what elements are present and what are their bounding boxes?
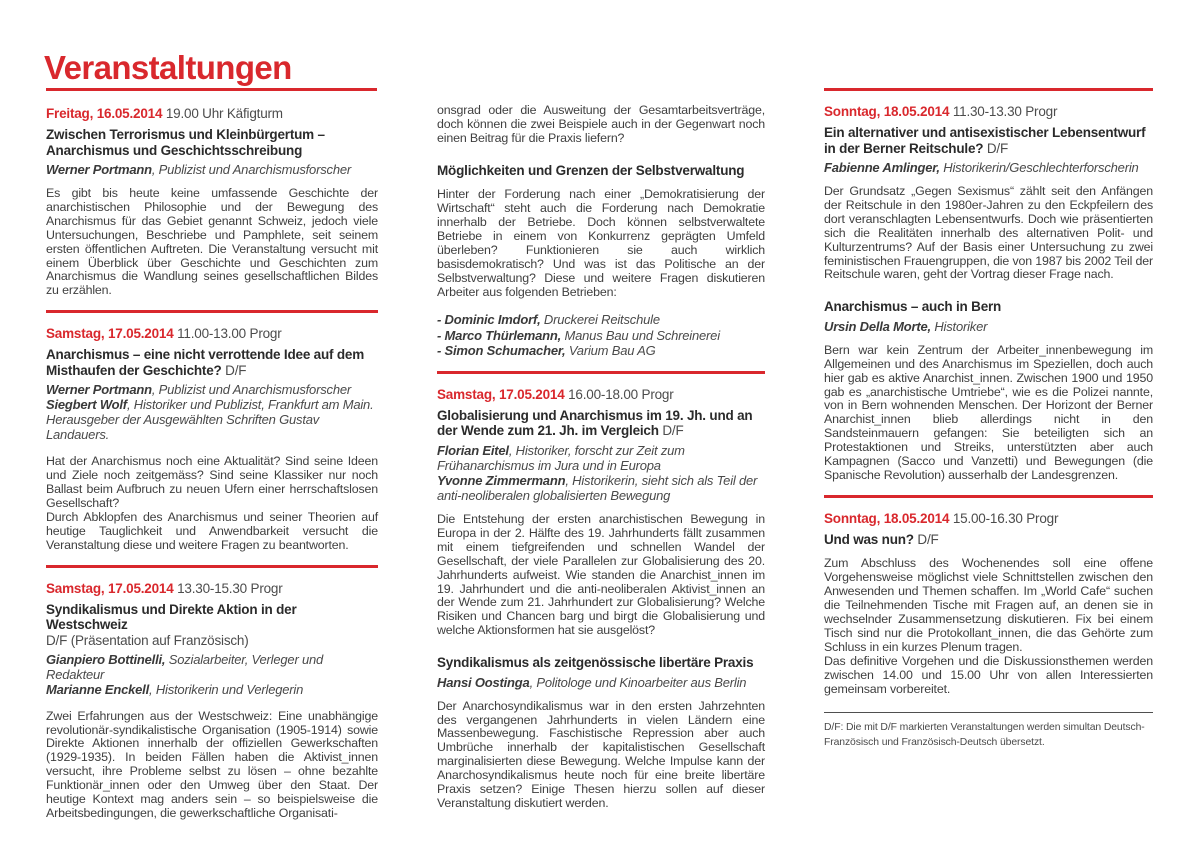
section-divider	[46, 565, 378, 568]
speaker-role: , Historikerin, sieht sich als Teil der anti-neoliberalen globalisierten Bewegung	[437, 472, 758, 503]
event-date: Freitag, 16.05.2014	[46, 106, 163, 121]
speaker-name: Fabienne Amlinger,	[824, 160, 940, 175]
event-paragraph: Der Grundsatz „Gegen Sexismus“ zählt seit den Anfängen der Reitschule in den 1980er-Jahren zu den Eckpfeilern des dort veranschlagten Lebensentwurfs. Doch wie präsentierten sich die Realitäten innerhalb des alternativen Polit- und Kulturzentrums? Auf der Basis einer Untersuchung zu zwei feministischen Frauengruppen, die von 1987 bis 2002 Teil der Reitschule waren, geht der Vortrag dieser Frage nach.	[824, 184, 1153, 282]
section-divider	[46, 310, 378, 313]
event-time-venue: 11.00-13.00 Progr	[177, 326, 282, 342]
event-title-text: Möglichkeiten und Grenzen der Selbstverwaltung	[437, 162, 745, 178]
speaker-role: , Publizist und Anarchismusforscher	[151, 162, 352, 177]
event-description	[824, 344, 1153, 483]
event-time-venue: 15.00-16.30 Progr	[952, 510, 1059, 526]
event-title-text: Syndikalismus als zeitgenössische libertäre Praxis	[437, 655, 754, 671]
speaker-name: Gianpiero Bottinelli,	[46, 651, 166, 667]
participant-list-item	[437, 312, 765, 328]
speaker-name: Werner Portmann	[46, 382, 152, 398]
event-language-note: D/F (Präsentation auf Französisch)	[46, 632, 249, 648]
event-sunday-morning	[824, 104, 1153, 282]
event-globalisierung	[437, 387, 765, 638]
speaker-name: Marianne Enckell	[46, 681, 150, 697]
event-description	[437, 188, 765, 299]
column-right	[824, 88, 1153, 750]
event-paragraph: Zum Abschluss des Wochenendes soll eine offene Vorgehensweise möglichst viele Schnittstellen zwischen den Anwesenden und Themen schaffen. Im „World Cafe“ suchen die Teilnehmenden Tische mit Fragen auf, an denen sie in wechselnder Zusammensetzung diskutieren. Fix bei einem Tisch sind nur die Protokollant_innen, die das Gehörte zum Schluss in ein kurzes Plenum tragen.	[824, 556, 1153, 654]
speaker-list	[46, 382, 378, 442]
speaker-role: , Historiker, forscht zur Zeit zum Frühanarchismus im Jura und in Europa	[437, 442, 685, 473]
speaker-name: Werner Portmann	[46, 162, 152, 177]
speaker-line	[46, 162, 378, 177]
event-paragraph: Durch Abklopfen des Anarchismus und seiner Theorien auf heutige Tauglichkeit und Anwendbarkeit versucht die Veranstaltung diese und weitere Fragen zu beantworten.	[46, 509, 378, 552]
speaker-list	[46, 162, 378, 177]
participant-name: - Dominic Imdorf,	[437, 312, 541, 328]
event-date: Samstag, 17.05.2014	[437, 386, 565, 402]
speaker-line	[437, 675, 765, 690]
event-paragraph: Die Entstehung der ersten anarchistischen Bewegung in Europa in der 2. Hälfte des 19. Jahrhunderts fällt zusammen mit einem tiefgreifenden und schnellen Wandel der Gesellschaft, der viele Parallelen zur Globalisierung des 20. Jahrhunderts aufweist. Wie standen die Anarchist_innen im 19. Jahrhundert und die anti-neoliberalen Aktivist_innen an der Wende zum 21. Jahrhundert zur Globalisierung? Welche Risiken und Chancen barg und birgt die Globalisierung und welche Aktionsformen hat sie ausgelöst?	[437, 511, 765, 638]
speaker-role: , Historiker und Publizist, Frankfurt am Main. Herausgeber der Ausgewählten Schriften Gustav Landauers.	[46, 397, 374, 443]
event-title	[46, 602, 378, 633]
column-middle	[437, 104, 765, 811]
event-saturday-morning	[46, 326, 378, 552]
event-paragraph: Es gibt bis heute keine umfassende Geschichte der anarchistischen Philosophie und der Bewegung des Anarchismus für das Gebiet genannt Schweiz, jedoch viele Untersuchungen, Beschriebe und Pamphlete, seit seinem ersten öffentlichen Auftreten. Die Veranstaltung versucht mit einem Überblick über Geschichte und Geschichten zum Anarchismus die Wandlung seines gesellschaftlichen Bildes zu erzählen.	[46, 186, 378, 298]
event-dateline	[824, 511, 1153, 526]
event-title	[46, 127, 378, 158]
event-dateline	[46, 106, 378, 121]
event-paragraph: Hinter der Forderung nach einer „Demokratisierung der Wirtschaft“ steht auch die Forderung nach Demokratie innerhalb der Betriebe. Doch können selbstverwaltete Betriebe in einem von Konkurrenz geprägten Umfeld überleben? Funktionieren sie auch wirklich basisdemokratisch? Und was ist das Politische an der Selbstverwaltung? Diese und weitere Fragen diskutieren Arbeiter aus folgenden Betrieben:	[437, 187, 765, 299]
event-dateline	[437, 387, 765, 402]
event-date: Samstag, 17.05.2014	[46, 326, 174, 342]
event-language-tag: D/F	[986, 140, 1009, 156]
event-language-tag: D/F	[225, 362, 247, 378]
event-paragraph: onsgrad oder die Ausweitung der Gesamtarbeitsverträge, doch können die zwei Beispiele auch in der Gegenwart noch einen Beitrag für die Praxis liefern?	[437, 103, 765, 145]
event-title	[437, 408, 765, 439]
event-anarchismus-bern	[824, 299, 1153, 483]
event-description	[824, 557, 1153, 696]
event-description-continued	[437, 104, 765, 146]
event-time-venue: 16.00-18.00 Progr	[568, 386, 674, 402]
speaker-list	[46, 652, 378, 697]
footnote-text: D/F: Die mit D/F markierten Veranstaltungen werden simultan Deutsch-Französisch und Französisch-Deutsch übersetzt.	[824, 722, 1145, 748]
event-title-text: Anarchismus – eine nicht verrottende Idee auf dem Misthaufen der Geschichte?	[46, 347, 365, 378]
participant-company: Varium Bau AG	[565, 343, 656, 359]
event-subheading	[437, 163, 765, 179]
speaker-name: Hansi Oostinga	[437, 674, 530, 690]
section-divider	[824, 495, 1153, 498]
event-language-tag: D/F	[662, 423, 684, 439]
event-language-tag: D/F	[917, 531, 939, 547]
speaker-name: Yvonne Zimmermann	[437, 472, 566, 488]
section-divider	[437, 371, 765, 374]
page-title: Veranstaltungen	[44, 49, 292, 86]
event-time-venue: 11.30-13.30 Progr	[952, 104, 1058, 119]
event-description	[46, 187, 378, 298]
speaker-line	[437, 473, 765, 503]
participant-company: Manus Bau und Schreinerei	[561, 327, 720, 343]
footnote-divider	[824, 712, 1153, 713]
event-paragraph: Der Anarchosyndikalismus war in den ersten Jahrzehnten des vergangenen Jahrhunderts in vielen Ländern eine Massenbewegung. Faschistische Repression aber auch Umbrüche innerhalb der kapitalistischen Gesellschaft marginalisierten diese Bewegung. Welche Impulse kann der Anarchosyndikalismus heute noch für eine breite libertäre Praxis setzen? Einige Thesen hierzu sollen auf dieser Veranstaltung diskutiert werden.	[437, 698, 765, 810]
event-paragraph: Zwei Erfahrungen aus der Westschweiz: Eine unabhängige revolutionär-syndikalistische Organisation (1905-1914) sowie Direkte Aktionen innerhalb der offiziellen Gewerkschaften (1929-1935). In beiden Fällen haben die Aktivist_innen versucht, ihre Probleme selbst zu lösen – ohne bezahlte Funktionär_innen oder den Umweg über den Staat. Der heutige Kontext mag anders sein – so beispielsweise die Arbeitsbedingungen, die gewerkschaftliche Organisati-	[46, 708, 378, 820]
event-time-venue: 19.00 Uhr Käfigturm	[165, 106, 283, 121]
column-left	[46, 106, 378, 821]
speaker-line	[46, 382, 378, 397]
event-description	[46, 455, 378, 552]
speaker-list	[824, 160, 1153, 175]
speaker-name: Florian Eitel	[437, 442, 509, 458]
speaker-line	[46, 652, 378, 682]
speaker-list	[437, 675, 765, 690]
speaker-role: , Historikerin und Verlegerin	[149, 681, 304, 697]
event-friday-kaefigturm	[46, 106, 378, 298]
event-paragraph: Das definitive Vorgehen und die Diskussionsthemen werden zwischen 14.00 und 15.00 Uhr von allen Interessierten gemeinsam vorbereitet.	[824, 653, 1153, 696]
event-description	[46, 710, 378, 821]
speaker-line	[46, 397, 378, 442]
event-dateline	[46, 581, 378, 596]
event-date: Sonntag, 18.05.2014	[824, 510, 950, 526]
participant-name: - Marco Thürlemann,	[437, 327, 562, 343]
speaker-name: Ursin Della Morte,	[824, 318, 931, 334]
event-title-text: Anarchismus – auch in Bern	[824, 299, 1002, 315]
event-title	[824, 532, 1153, 548]
event-description	[824, 185, 1153, 282]
event-dateline	[46, 326, 378, 341]
speaker-line	[824, 160, 1153, 175]
speaker-line	[824, 319, 1153, 334]
participant-name: - Simon Schumacher,	[437, 343, 566, 359]
event-subheading	[437, 655, 765, 671]
participant-list	[437, 312, 765, 359]
speaker-role: Historiker	[930, 318, 988, 334]
event-time-venue: 13.30-15.30 Progr	[177, 580, 283, 596]
participant-list-item	[437, 343, 765, 359]
speaker-line	[437, 443, 765, 473]
speaker-role: Sozialarbeiter, Verleger und Redakteur	[46, 651, 324, 682]
event-sunday-afternoon	[824, 511, 1153, 697]
event-title-text: Und was nun?	[824, 531, 914, 547]
speaker-list	[824, 319, 1153, 334]
event-description	[437, 513, 765, 638]
event-title	[824, 125, 1153, 156]
title-underline	[46, 88, 377, 91]
event-syndikalismus-praxis	[437, 655, 765, 811]
participant-company: Druckerei Reitschule	[540, 312, 660, 328]
speaker-line	[46, 682, 378, 697]
event-continuation	[437, 104, 765, 146]
event-title-text: Syndikalismus und Direkte Aktion in der Westschweiz	[46, 601, 297, 633]
event-description	[437, 700, 765, 811]
speaker-role: Historikerin/Geschlechterforscherin	[939, 160, 1139, 175]
speaker-role: , Publizist und Anarchismusforscher	[151, 382, 352, 398]
speaker-list	[437, 443, 765, 503]
event-subheading	[824, 299, 1153, 315]
event-paragraph: Hat der Anarchismus noch eine Aktualität? Sind seine Ideen und Ziele noch zeitgemäss? Sind seine Klassiker nur noch Ballast beim Aufbruch zu neuen Ufern einer herrschaftslosen Gesellschaft?	[46, 454, 378, 510]
event-date: Samstag, 17.05.2014	[46, 580, 174, 596]
event-title-text: Globalisierung und Anarchismus im 19. Jh. und an der Wende zum 21. Jh. im Vergleich	[437, 407, 753, 439]
speaker-name: Siegbert Wolf	[46, 397, 127, 413]
event-date: Sonntag, 18.05.2014	[824, 104, 950, 119]
event-title-text: Ein alternativer und antisexistischer Lebensentwurf in der Berner Reitschule?	[824, 125, 1146, 156]
event-title	[46, 347, 378, 378]
event-dateline	[824, 104, 1153, 119]
participant-list-item	[437, 328, 765, 344]
event-saturday-afternoon	[46, 581, 378, 821]
speaker-role: , Politologe und Kinoarbeiter aus Berlin	[529, 674, 747, 690]
section-divider	[824, 88, 1153, 91]
event-paragraph: Bern war kein Zentrum der Arbeiter_innenbewegung im Allgemeinen und des Anarchismus im Speziellen, doch auch hier gab es aktive Anarchist_innen. Zwischen 1900 und 1950 gab es „anarchistische Umtriebe“, wie es die Polizei nannte, von in Bern wohnenden Menschen. Der Horizont der Berner Anarchist_innen blieb allerdings nicht in den Sandsteinmauern gefangen: Sie beteiligten sich an Protestaktionen und Streiks, unterstützten aber auch Kampagnen (Sacco und Vanzetti) und Bewegungen (die Spanische Revolution) ausserhalb der Landesgrenzen.	[824, 342, 1153, 482]
event-title-text: Zwischen Terrorismus und Kleinbürgertum – Anarchismus und Geschichtsschreibung	[46, 127, 325, 158]
event-selbstverwaltung	[437, 163, 765, 359]
